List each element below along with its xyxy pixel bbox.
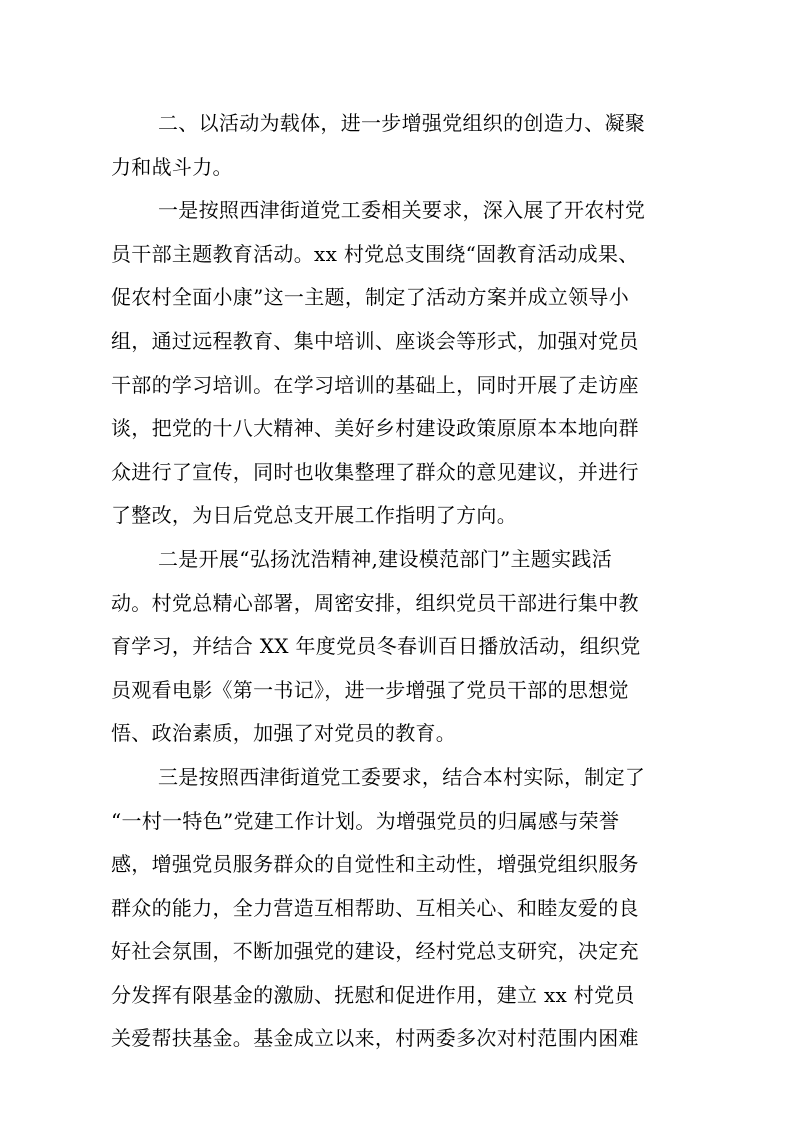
- paragraph-line: 悟、政治素质，加强了对党员的教育。: [111, 721, 457, 746]
- paragraph-line: 员干部主题教育活动。xx 村党总支围绕“固教育活动成果、: [111, 241, 639, 266]
- paragraph-line: 员观看电影《第一书记》，进一步增强了党员干部的思想觉: [111, 677, 629, 702]
- paragraph-first-line: 三是按照西津街道党工委要求，结合本村实际，制定了: [158, 764, 646, 789]
- paragraph-line: 育学习，并结合 XX 年度党员冬春训百日播放活动，组织党: [111, 634, 641, 659]
- document-body: [111, 102, 691, 1061]
- paragraph-line: 好社会氛围，不断加强党的建设，经村党总支研究，决定充: [111, 939, 639, 964]
- paragraph-line: 关爱帮扶基金。基金成立以来，村两委多次对村范围内困难: [111, 1026, 639, 1051]
- paragraph-line: 分发挥有限基金的激励、抚慰和促进作用，建立 xx 村党员: [111, 982, 635, 1007]
- paragraph-line: 众进行了宣传，同时也收集整理了群众的意见建议，并进行: [111, 459, 639, 484]
- paragraph-first-line: 二是开展“弘扬沈浩精神,建设模范部门”主题实践活: [158, 546, 613, 571]
- paragraph-first-line: 一是按照西津街道党工委相关要求，深入展了开农村党: [158, 198, 646, 223]
- paragraph-line: 动。村党总精心部署，周密安排，组织党员干部进行集中教: [111, 590, 639, 615]
- paragraph-line: 感，增强党员服务群众的自觉性和主动性，增强党组织服务: [111, 852, 639, 877]
- paragraph-first-line: 二、以活动为载体，进一步增强党组织的创造力、凝聚: [158, 111, 646, 135]
- paragraph-line: 干部的学习培训。在学习培训的基础上，同时开展了走访座: [111, 372, 639, 397]
- paragraph-line: “一村一特色”党建工作计划。为增强党员的归属感与荣誉: [111, 808, 620, 833]
- paragraph-line: 了整改，为日后党总支开展工作指明了方向。: [111, 503, 517, 528]
- paragraph-line: 力和战斗力。: [111, 154, 233, 179]
- paragraph-line: 促农村全面小康”这一主题，制定了活动方案并成立领导小: [111, 285, 630, 310]
- paragraph-line: 组，通过远程教育、集中培训、座谈会等形式，加强对党员: [111, 328, 639, 353]
- paragraph-line: 群众的能力，全力营造互相帮助、互相关心、和睦友爱的良: [111, 895, 639, 920]
- paragraph-line: 谈，把党的十八大精神、美好乡村建设政策原原本本地向群: [111, 416, 639, 441]
